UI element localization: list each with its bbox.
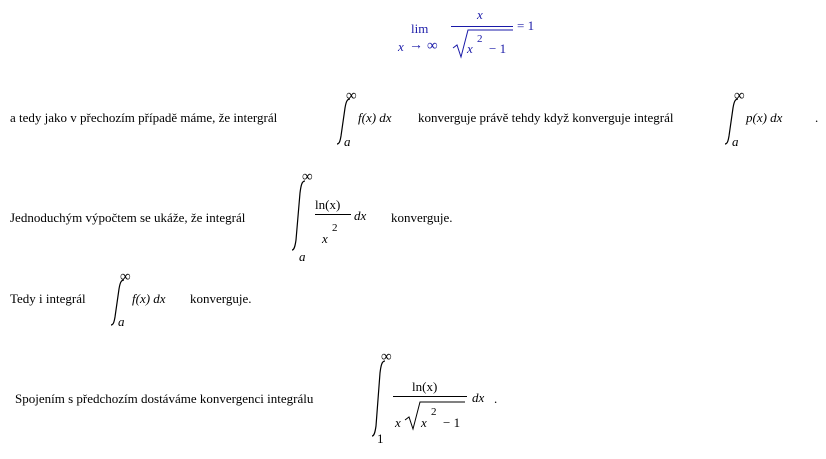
line3-integrand: f(x) dx [132, 291, 166, 306]
line2-text-a: Jednoduchým výpočtem se ukáže, že integrál [10, 210, 246, 225]
line1-integrand-p: p(x) dx [746, 110, 783, 125]
line1-text-a: a tedy jako v přechozím případě máme, že intergrál [10, 110, 278, 125]
line1-lower: a [344, 134, 351, 149]
line2-text-b: konverguje. [391, 210, 453, 225]
arrow-icon: → [409, 38, 423, 53]
line3-text-b: konverguje. [190, 291, 252, 306]
line2-den-exp: 2 [332, 222, 338, 234]
line1-integrand-f: f(x) dx [358, 110, 392, 125]
line2-fraction-bar [315, 214, 351, 215]
integral-sign-icon [110, 277, 134, 347]
lim-den-exp: 2 [477, 33, 483, 45]
lim-numerator: x [477, 7, 483, 22]
lim-result: = 1 [517, 18, 535, 33]
line2-den-var: x [322, 231, 328, 246]
line4-fraction-bar [393, 396, 467, 397]
line1-end: . [815, 110, 819, 125]
line4-dx: dx [472, 390, 485, 405]
line4-den-var: x [421, 415, 427, 430]
line4-den-x: x [395, 415, 401, 430]
line1-upper: ∞ [346, 88, 357, 104]
line4-upper: ∞ [381, 349, 392, 365]
line4-text-a: Spojením s předchozím dostáváme konvergenci integrálu [15, 391, 314, 406]
line4-den-exp: 2 [431, 406, 437, 418]
line4-den-rest: − 1 [443, 415, 461, 430]
lim-label: lim [411, 21, 429, 36]
integral-sign-icon [336, 96, 360, 166]
lim-fraction-bar [451, 26, 513, 27]
line1-lower2: a [732, 134, 739, 149]
line1-text-b: konverguje právě tehdy když konverguje integrál [418, 110, 674, 125]
line4-end: . [494, 391, 498, 406]
line4-numerator: ln(x) [412, 379, 438, 394]
line4-lower: 1 [377, 431, 384, 446]
lim-den-rest: − 1 [489, 41, 507, 56]
lim-sub-var: x [398, 39, 404, 54]
line2-upper: ∞ [302, 169, 313, 185]
lim-den-var: x [467, 41, 473, 56]
integral-sign-icon [291, 178, 315, 248]
line3-upper: ∞ [120, 269, 131, 285]
line2-dx: dx [354, 208, 367, 223]
lim-sub-infinity: ∞ [427, 38, 438, 54]
line2-numerator: ln(x) [315, 197, 341, 212]
line1-upper2: ∞ [734, 88, 745, 104]
integral-sign-icon [724, 96, 748, 166]
line2-lower: a [299, 249, 306, 264]
line3-lower: a [118, 314, 125, 329]
line3-text-a: Tedy i integrál [10, 291, 86, 306]
integral-sign-icon [371, 358, 395, 428]
